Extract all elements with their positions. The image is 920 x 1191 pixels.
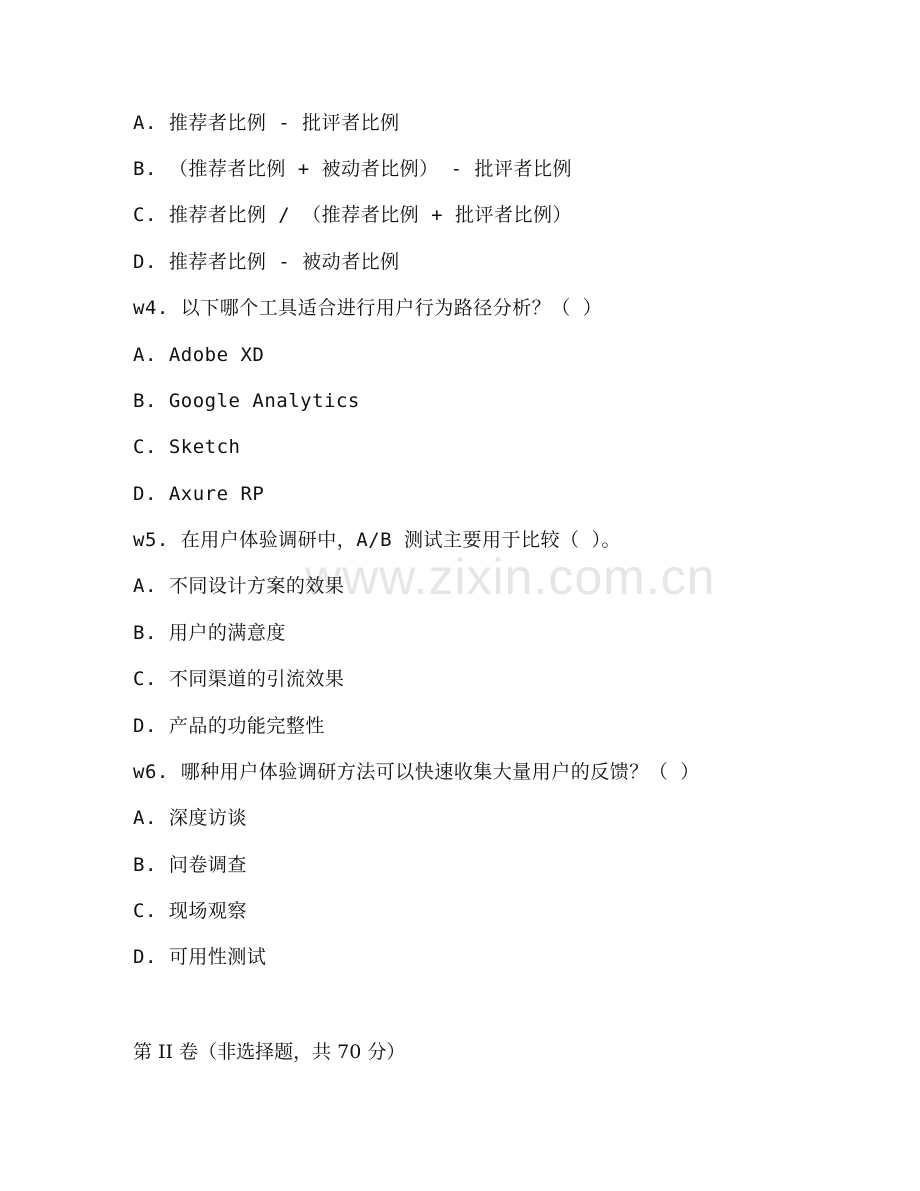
q4-option-a: A. Adobe XD [133,344,265,366]
q4-option-c: C. Sketch [133,436,241,458]
section-title: 第 II 卷（非选择题，共 70 分） [133,1041,406,1063]
q6-question: w6. 哪种用户体验调研方法可以快速收集大量用户的反馈？（ ） [133,761,700,783]
q5-option-c: C. 不同渠道的引流效果 [133,668,345,690]
q5-question: w5. 在用户体验调研中，A/B 测试主要用于比较（ ）。 [133,529,621,551]
q3-option-a: A. 推荐者比例 - 批评者比例 [133,112,400,134]
q5-option-d: D. 产品的功能完整性 [133,715,325,737]
q6-option-b: B. 问卷调查 [133,854,247,876]
q6-option-d: D. 可用性测试 [133,946,267,968]
q5-option-a: A. 不同设计方案的效果 [133,575,345,597]
q4-option-d: D. Axure RP [133,483,265,505]
q3-option-b: B. （推荐者比例 + 被动者比例） - 批评者比例 [133,158,572,180]
watermark: www.zixin.com.cn [305,549,716,605]
q6-option-a: A. 深度访谈 [133,807,247,829]
q3-option-c: C. 推荐者比例 / （推荐者比例 + 批评者比例） [133,204,572,226]
q6-option-c: C. 现场观察 [133,900,247,922]
q5-option-b: B. 用户的满意度 [133,622,286,644]
q3-option-d: D. 推荐者比例 - 被动者比例 [133,251,400,273]
q4-question: w4. 以下哪个工具适合进行用户行为路径分析？（ ） [133,297,603,319]
q4-option-b: B. Google Analytics [133,390,360,412]
